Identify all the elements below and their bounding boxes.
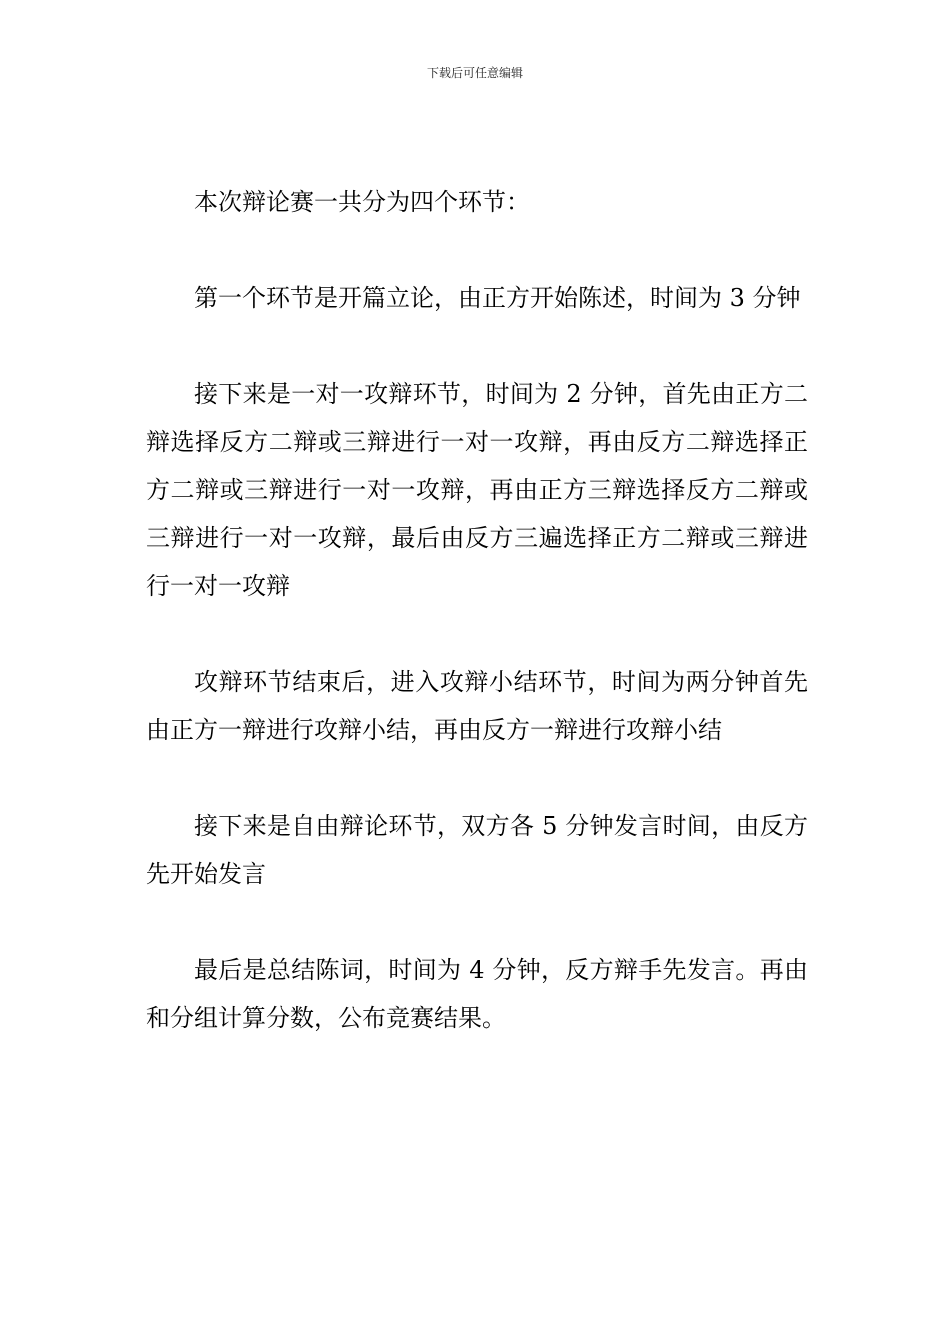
paragraph-opening-statement: 第一个环节是开篇立论，由正方开始陈述，时间为 3 分钟: [194, 284, 801, 312]
paragraph-free-debate: 接下来是自由辩论环节，双方各 5 分钟发言时间，由反方先开始发言: [146, 812, 808, 888]
paragraph-intro: 本次辩论赛一共分为四个环节：: [194, 188, 530, 216]
document-body: [146, 178, 808, 1090]
page-header: 下载后可任意编辑: [426, 66, 523, 80]
paragraph-cross-examination: 接下来是一对一攻辩环节，时间为 2 分钟，首先由正方二辩选择反方二辩或三辩进行一对一攻辩，再由反方二辩选择正方二辩或三辩进行一对一攻辩，再由正方三辩选择反方二辩或三辩进行一对一攻辩，最后由反方三遍选择正方二辩或三辩进行一对一攻辩: [146, 380, 808, 600]
paragraph-closing-statement: 最后是总结陈词，时间为 4 分钟，反方辩手先发言。再由和分组计算分数，公布竞赛结果。: [146, 956, 808, 1032]
paragraph-cross-summary: 攻辩环节结束后，进入攻辩小结环节，时间为两分钟首先由正方一辩进行攻辩小结，再由反方一辩进行攻辩小结: [146, 668, 808, 744]
